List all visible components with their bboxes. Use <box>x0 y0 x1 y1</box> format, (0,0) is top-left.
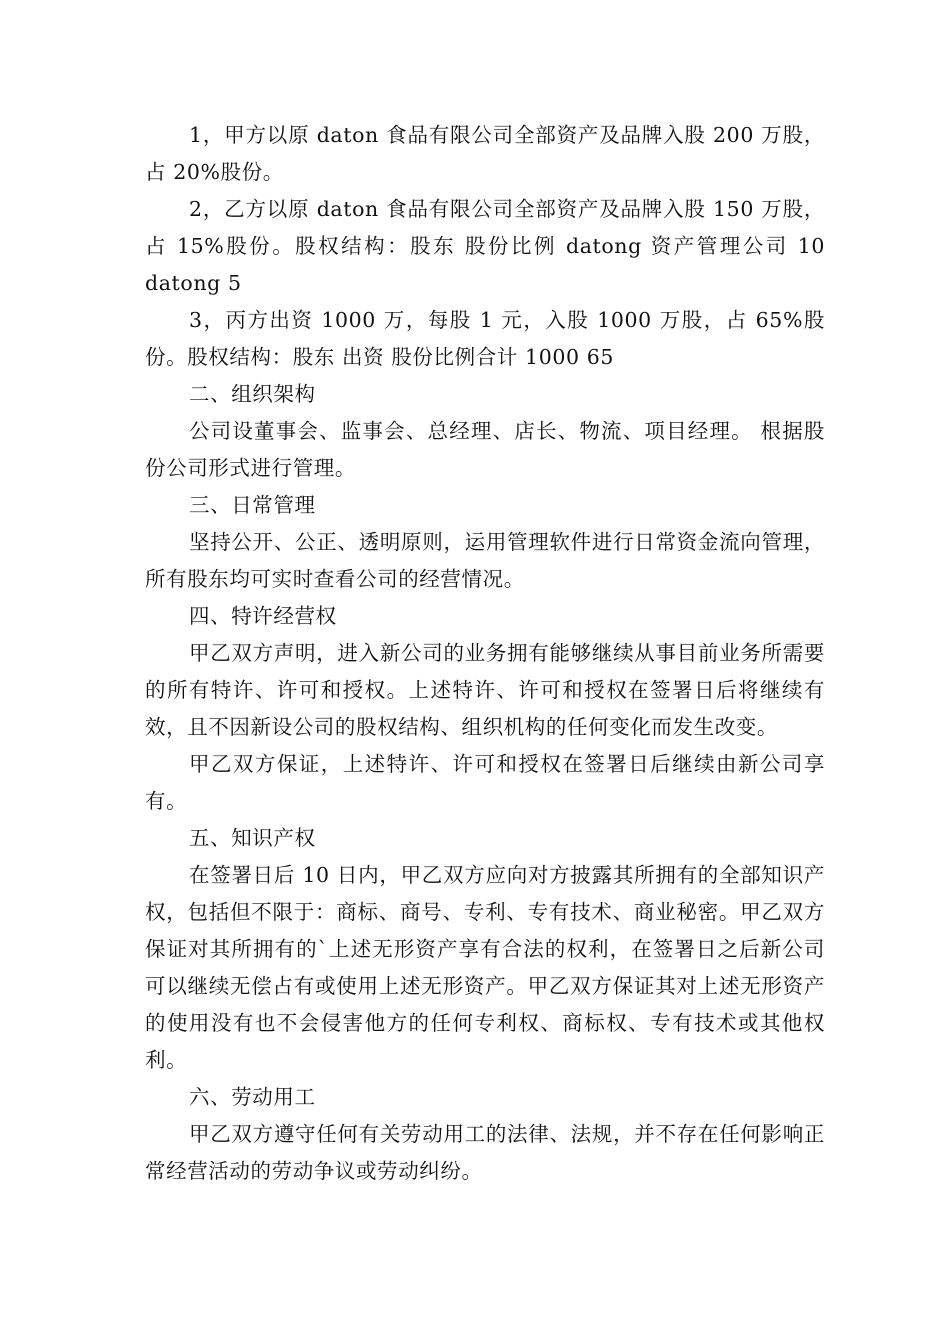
section-heading-ip: 五、知识产权 <box>189 826 316 850</box>
section-heading-labor: 六、劳动用工 <box>189 1085 316 1109</box>
franchise-text-1: 甲乙双方声明，进入新公司的业务拥有能够继续从事目前业务所需要的所有特许、许可和授权。上述特许、许可和授权在签署日后将继续有效，且不因新设公司的股权结构、组织机构的任何变化而发生改变。 <box>145 641 825 739</box>
document-body <box>145 117 825 1190</box>
daily-management-text: 坚持公开、公正、透明原则，运用管理软件进行日常资金流向管理，所有股东均可实时查看公司的经营情况。 <box>145 530 825 591</box>
clause-2-party-b: 2，乙方以原 daton 食品有限公司全部资产及品牌入股 150 万股，占 15%股份。股权结构：股东 股份比例 datong 资产管理公司 10 datong 5 <box>145 197 825 295</box>
labor-text: 甲乙双方遵守任何有关劳动用工的法律、法规，并不存在任何影响正常经营活动的劳动争议或劳动纠纷。 <box>145 1122 825 1183</box>
section-heading-daily-management: 三、日常管理 <box>189 493 316 517</box>
ip-text: 在签署日后 10 日内，甲乙双方应向对方披露其所拥有的全部知识产权，包括但不限于：商标、商号、专利、专有技术、商业秘密。甲乙双方保证对其所拥有的`上述无形资产享有合法的权利，在签署日之后新公司可以继续无偿占有或使用上述无形资产。甲乙双方保证其对上述无形资产的使用没有也不会侵害他方的任何专利权、商标权、专有技术或其他权利。 <box>145 863 825 1072</box>
organization-text: 公司设董事会、监事会、总经理、店长、物流、项目经理。 根据股份公司形式进行管理。 <box>145 419 825 480</box>
clause-3-party-c: 3，丙方出资 1000 万，每股 1 元，入股 1000 万股，占 65%股份。股权结构：股东 出资 股份比例合计 1000 65 <box>145 308 825 369</box>
clause-1-party-a: 1，甲方以原 daton 食品有限公司全部资产及品牌入股 200 万股，占 20%股份。 <box>145 123 825 184</box>
franchise-text-2: 甲乙双方保证，上述特许、许可和授权在签署日后继续由新公司享有。 <box>145 752 825 813</box>
section-heading-franchise: 四、特许经营权 <box>189 604 337 628</box>
section-heading-organization: 二、组织架构 <box>189 382 316 406</box>
